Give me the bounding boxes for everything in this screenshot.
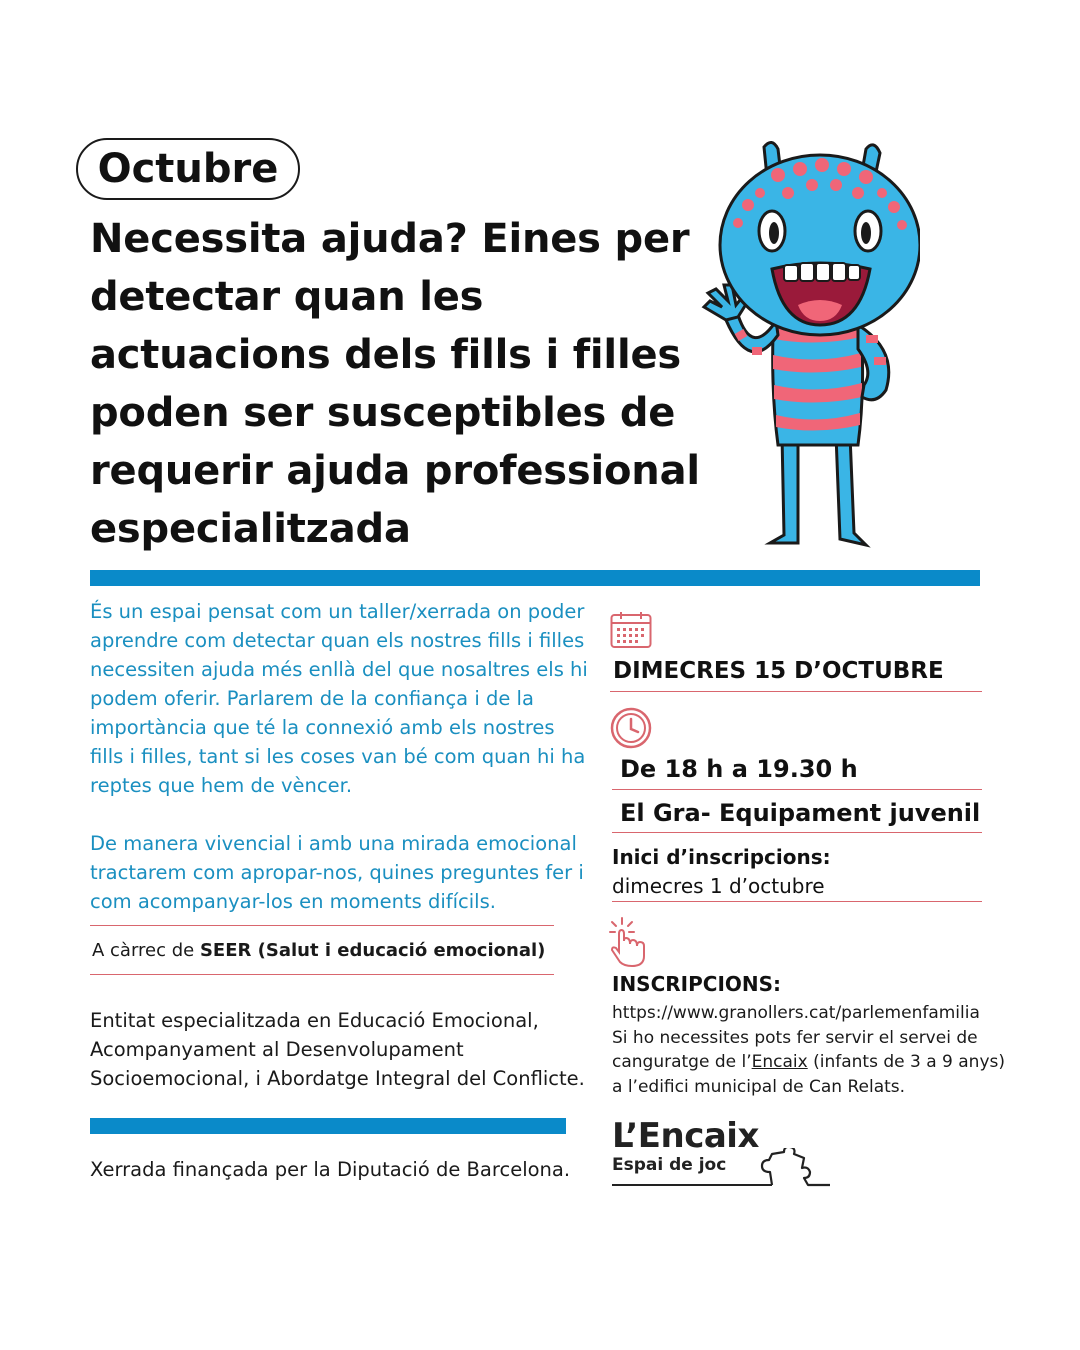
- divider-line: [610, 691, 982, 692]
- event-description-2: De manera vivencial i amb una mirada emocional tractarem com apropar-nos, quines preguntes fer i com acompanyar-los en moments difícils.: [90, 832, 584, 913]
- logo-name: L’Encaix: [612, 1116, 759, 1156]
- inscriptions-url[interactable]: https://www.granollers.cat/parlemenfamilia: [612, 1003, 980, 1023]
- clock-icon: [610, 707, 652, 749]
- inscriptions-text-before: Si ho necessites pots fer servir el servei de canguratge de l’: [612, 1027, 978, 1072]
- registration-date: dimecres 1 d’octubre: [612, 874, 825, 898]
- logo-subtitle: Espai de joc: [612, 1155, 727, 1175]
- funding-note: Xerrada finançada per la Diputació de Barcelona.: [90, 1158, 571, 1181]
- top-divider-bar: [90, 570, 980, 586]
- event-description: És un espai pensat com un taller/xerrada on poder aprendre com detectar quan els nostres fills i filles necessiten ajuda més enllà del que nosaltres els hi podem oferir. Parlarem de la confiança i de la importància que té la connexió amb els nostres fills i filles, tant si les coses van bé com quan hi ha reptes que hem de vèncer.: [90, 600, 588, 797]
- puzzle-icon: [612, 1148, 834, 1190]
- event-place: El Gra- Equipament juvenil: [620, 799, 981, 827]
- event-time: De 18 h a 19.30 h: [620, 755, 858, 783]
- byline: [92, 937, 554, 965]
- monster-illustration: [690, 135, 920, 555]
- inscriptions-label: INSCRIPCIONS:: [612, 972, 782, 996]
- month-badge: [76, 138, 300, 200]
- byline-prefix: A càrrec de: [92, 940, 200, 961]
- calendar-icon: [610, 611, 652, 649]
- event-date: DIMECRES 15 D’OCTUBRE: [613, 658, 944, 684]
- divider-line: [612, 832, 982, 833]
- divider-line: [90, 974, 554, 975]
- pointer-hand-icon: [608, 916, 650, 968]
- divider-line: [90, 925, 554, 926]
- byline-org: SEER (Salut i educació emocional): [199, 940, 546, 961]
- registration-label: Inici d’inscripcions:: [612, 845, 831, 869]
- bottom-divider-bar: [90, 1118, 566, 1134]
- page-title: Necessita ajuda? Eines per detectar quan les actuacions dels fills i filles poden ser susceptibles de requerir ajuda professional especialitzada: [90, 216, 700, 552]
- divider-line: [612, 789, 982, 790]
- encaix-link[interactable]: Encaix: [751, 1052, 808, 1072]
- divider-line: [612, 901, 982, 902]
- inscriptions-text: [612, 1001, 1012, 1099]
- entity-description: Entitat especialitzada en Educació Emocional, Acompanyament al Desenvolupament Socioemocional, i Abordatge Integral del Conflicte.: [90, 1009, 585, 1090]
- inscriptions-text-after: (infants de 3 a 9 anys) a l’edifici municipal de Can Relats.: [612, 1052, 1005, 1097]
- month-label: Octubre: [97, 146, 279, 192]
